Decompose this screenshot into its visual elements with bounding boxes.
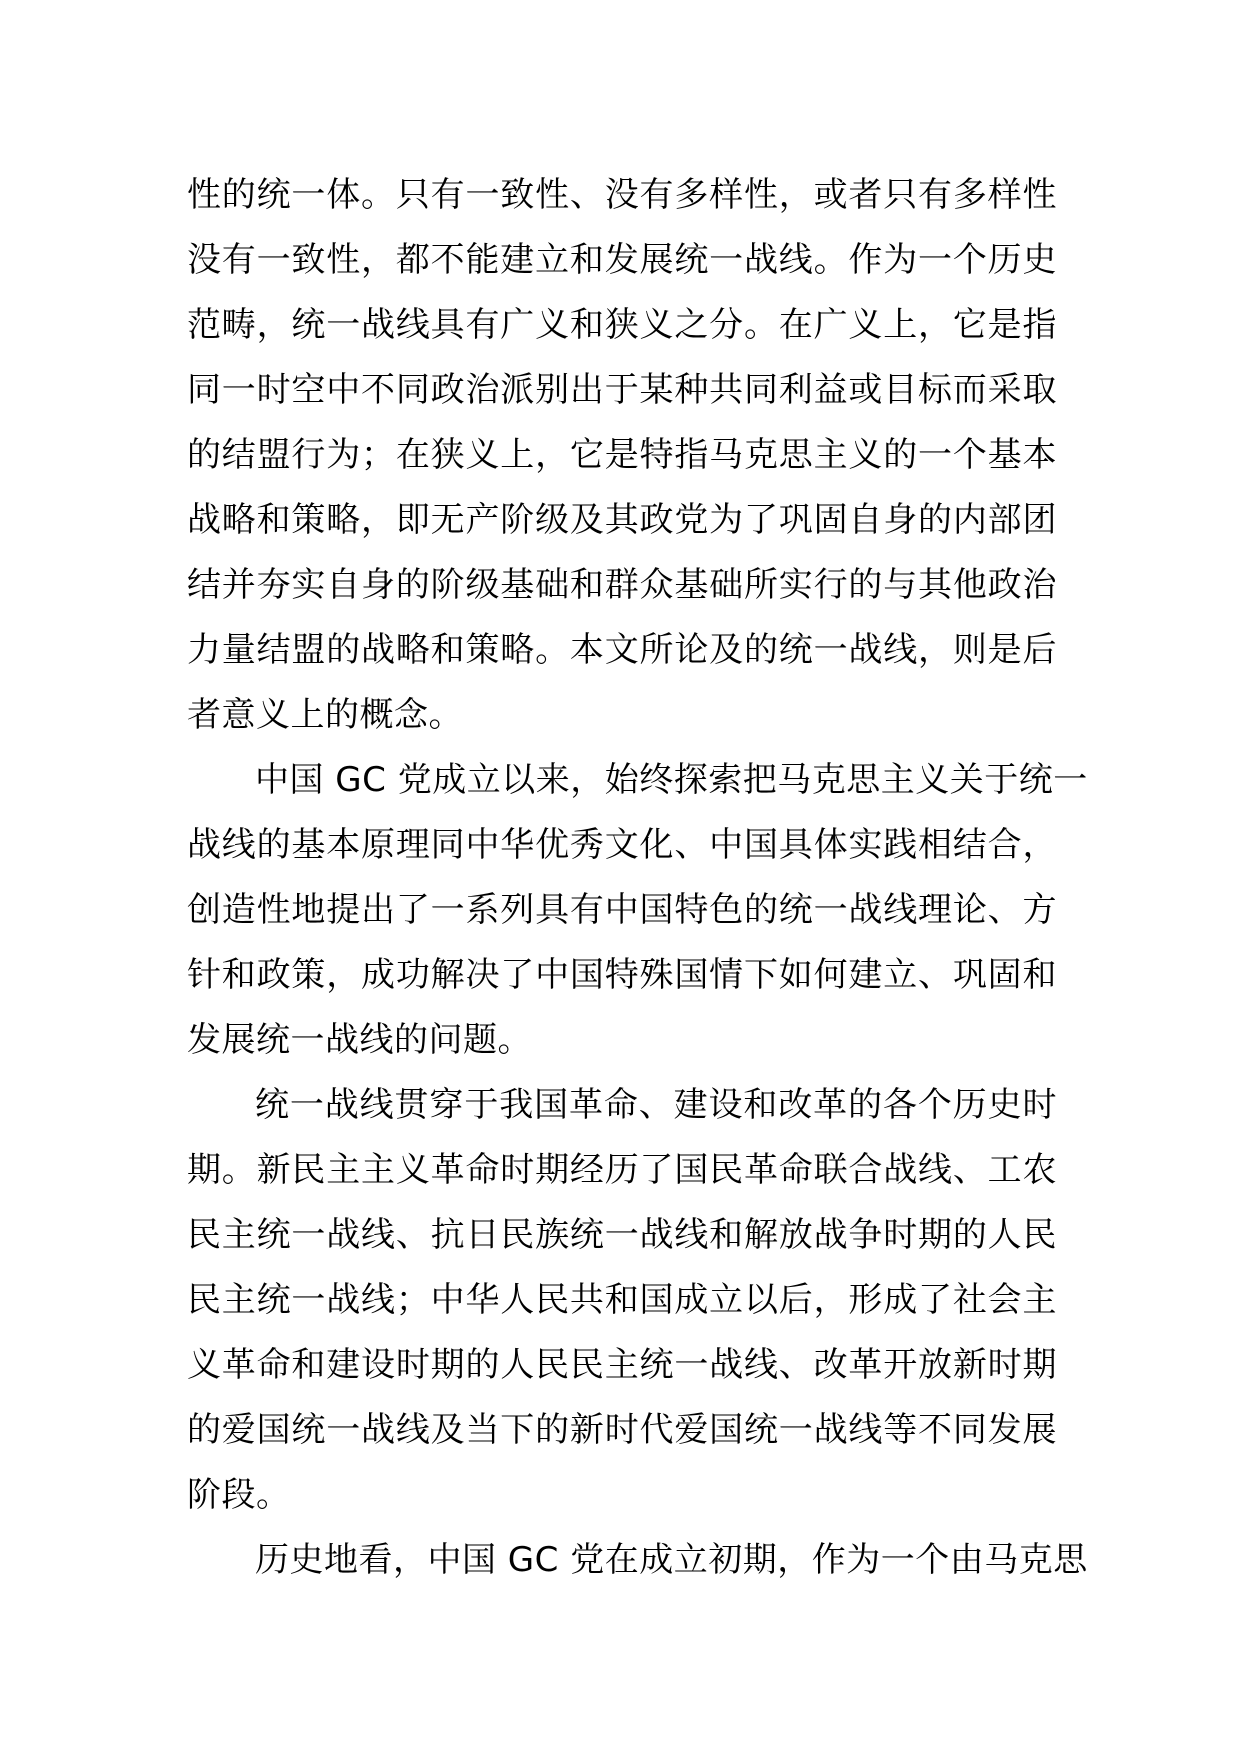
paragraph-2 — [187, 748, 1088, 1073]
paragraph-4 — [187, 1528, 1088, 1593]
text-line: 的结盟行为；在狭义上，它是特指马克思主义的一个基本 — [187, 435, 1057, 475]
text-line: 中国 GC 党成立以来，始终探索把马克思主义关于统一 — [255, 760, 1088, 800]
text-line: 统一战线贯穿于我国革命、建设和改革的各个历史时 — [255, 1085, 1057, 1125]
text-line: 民主统一战线；中华人民共和国成立以后，形成了社会主 — [187, 1280, 1057, 1320]
text-line: 范畴，统一战线具有广义和狭义之分。在广义上，它是指 — [187, 305, 1057, 345]
text-line: 历史地看，中国 GC 党在成立初期，作为一个由马克思 — [255, 1540, 1088, 1580]
text-line: 阶段。 — [187, 1475, 291, 1515]
text-line: 者意义上的概念。 — [187, 695, 463, 735]
text-line: 性的统一体。只有一致性、没有多样性，或者只有多样性 — [187, 175, 1057, 215]
paragraph-3 — [187, 1073, 1057, 1528]
text-line: 同一时空中不同政治派别出于某种共同利益或目标而采取 — [187, 370, 1057, 410]
text-line: 没有一致性，都不能建立和发展统一战线。作为一个历史 — [187, 240, 1057, 280]
text-line: 创造性地提出了一系列具有中国特色的统一战线理论、方 — [187, 890, 1057, 930]
text-line: 义革命和建设时期的人民民主统一战线、改革开放新时期 — [187, 1345, 1057, 1385]
text-line: 民主统一战线、抗日民族统一战线和解放战争时期的人民 — [187, 1215, 1057, 1255]
text-line: 的爱国统一战线及当下的新时代爱国统一战线等不同发展 — [187, 1410, 1057, 1450]
text-line: 发展统一战线的问题。 — [187, 1020, 532, 1060]
text-line: 战线的基本原理同中华优秀文化、中国具体实践相结合， — [187, 825, 1057, 865]
text-line: 战略和策略，即无产阶级及其政党为了巩固自身的内部团 — [187, 500, 1057, 540]
paragraph-1 — [187, 163, 1057, 748]
document-body — [187, 163, 1088, 1593]
text-line: 针和政策，成功解决了中国特殊国情下如何建立、巩固和 — [187, 955, 1057, 995]
text-line: 期。新民主主义革命时期经历了国民革命联合战线、工农 — [187, 1150, 1057, 1190]
text-line: 结并夯实自身的阶级基础和群众基础所实行的与其他政治 — [187, 565, 1057, 605]
text-line: 力量结盟的战略和策略。本文所论及的统一战线，则是后 — [187, 630, 1057, 670]
